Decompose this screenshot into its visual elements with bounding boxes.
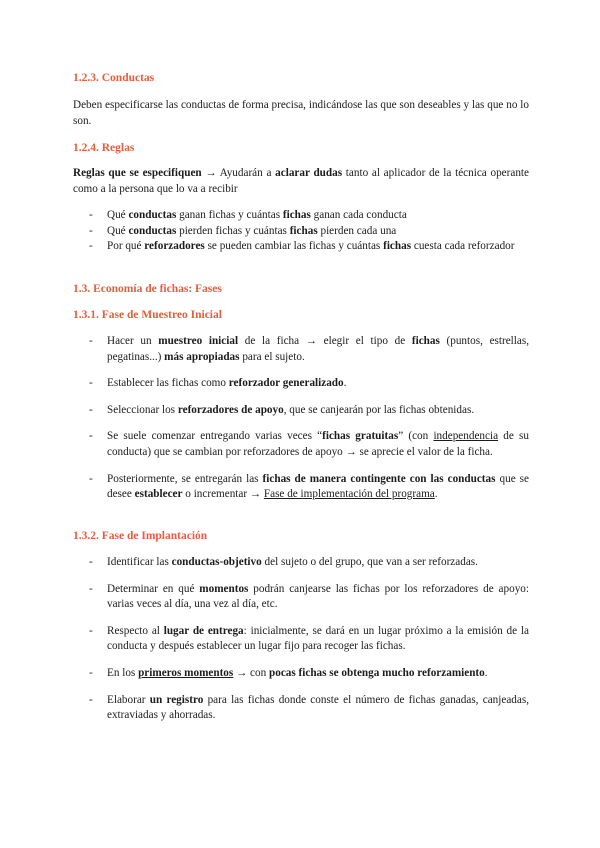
reglas-list — [73, 208, 529, 255]
list-item: - Se suele comenzar entregando varias veces “fichas gratuitas” (con independencia de su conducta) que se cambian por reforzadores de apoyo → se aprecie el valor de la ficha. — [73, 429, 529, 460]
reglas-intro: Reglas que se especifiquen → Ayudarán a aclarar dudas tanto al aplicador de la técnica operante como a la persona que lo va a recibir — [73, 167, 530, 195]
conductas-paragraph: Deben especificarse las conductas de forma precisa, indicándose las que son deseables y las que no lo son. — [73, 99, 529, 127]
list-item: - Establecer las fichas como reforzador generalizado. — [73, 376, 529, 392]
list-item: - Qué conductas pierden fichas y cuántas fichas pierden cada una — [73, 224, 529, 240]
list-item: - Posteriormente, se entregarán las fichas de manera contingente con las conductas que se desee establecer o incrementar → Fase de implementación del programa. — [73, 472, 529, 503]
heading-reglas: 1.2.4. Reglas — [73, 142, 135, 154]
heading-muestreo-inicial: 1.3.1. Fase de Muestreo Inicial — [73, 309, 222, 321]
muestreo-list — [73, 334, 529, 514]
list-item: - Determinar en qué momentos podrán canjearse las fichas por los reforzadores de apoyo: varias veces al día, una vez al día, etc. — [73, 582, 529, 613]
list-item: - En los primeros momentos → con pocas fichas se obtenga mucho reforzamiento. — [73, 666, 529, 682]
list-item: - Seleccionar los reforzadores de apoyo, que se canjearán por las fichas obtenidas. — [73, 403, 529, 419]
heading-implantacion: 1.3.2. Fase de Implantación — [73, 530, 208, 542]
list-item: - Identificar las conductas-objetivo del sujeto o del grupo, que van a ser reforzadas. — [73, 555, 529, 571]
list-item: - Qué conductas ganan fichas y cuántas fichas ganan cada conducta — [73, 208, 529, 224]
heading-conductas: 1.2.3. Conductas — [73, 72, 155, 84]
list-item: - Respecto al lugar de entrega: inicialmente, se dará en un lugar próximo a la emisión de la conducta y después establecer un lugar fijo para recoger las fichas. — [73, 624, 529, 655]
implantacion-list — [73, 555, 529, 735]
list-item: - Elaborar un registro para las fichas donde conste el número de fichas ganadas, canjeadas, extraviadas y ahorradas. — [73, 693, 529, 724]
list-item: - Por qué reforzadores se pueden cambiar las fichas y cuántas fichas cuesta cada reforzador — [73, 239, 529, 255]
heading-economia-fichas: 1.3. Economía de fichas: Fases — [73, 283, 222, 295]
list-item: - Hacer un muestreo inicial de la ficha → elegir el tipo de fichas (puntos, estrellas, pegatinas...) más apropiadas para el sujeto. — [73, 334, 529, 365]
